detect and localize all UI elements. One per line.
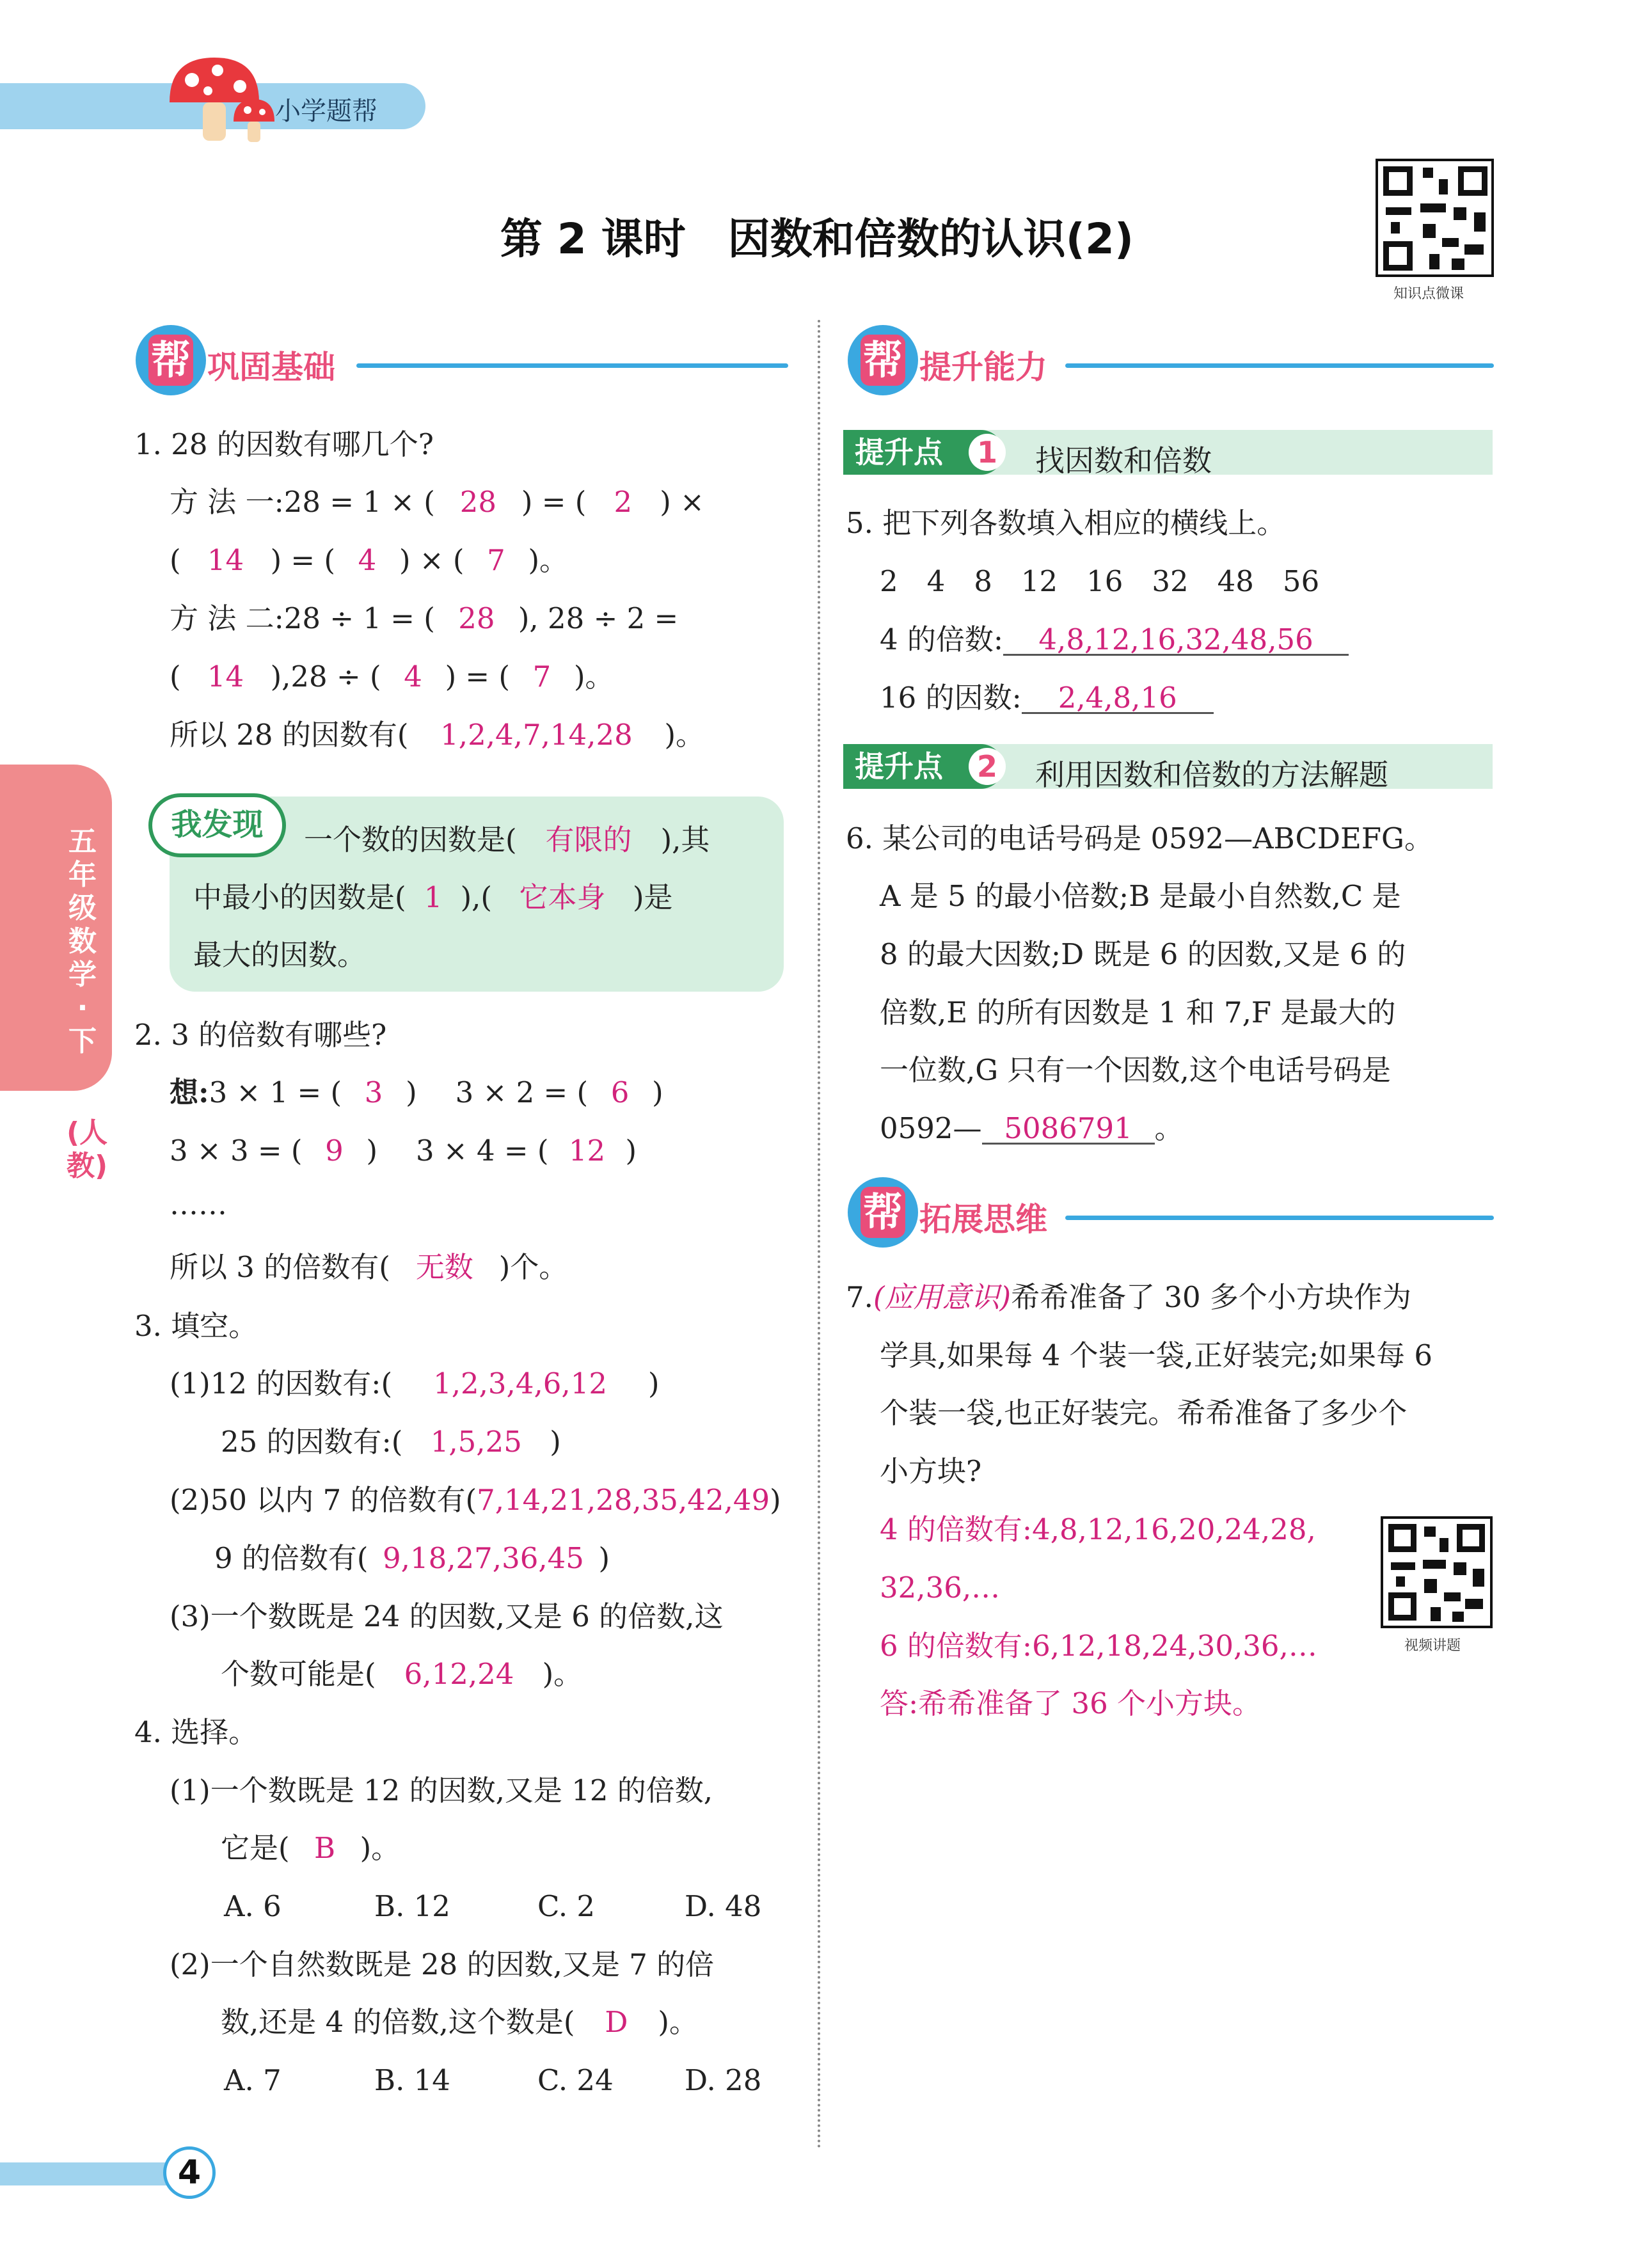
q6-line3: 8 的最大因数;D 既是 6 的因数,又是 6 的 bbox=[880, 937, 1406, 971]
q6-line4: 倍数,E 的所有因数是 1 和 7,F 是最大的 bbox=[880, 995, 1396, 1029]
q5-multiples-line: 4 的倍数: 4,8,12,16,32,48,56 bbox=[880, 625, 1349, 656]
answer: B bbox=[314, 1831, 336, 1865]
q4-sub1-option-b: B. 12 bbox=[374, 1889, 450, 1923]
q2-conclusion: 所以 3 的倍数有( 无数 )个。 bbox=[170, 1250, 568, 1284]
q1-method2-line2: ( 14 ),28 ÷ ( 4 ) = ( 7 )。 bbox=[170, 660, 614, 694]
q4-sub1-line1: (1)一个数既是 12 的因数,又是 12 的倍数, bbox=[170, 1773, 713, 1807]
answer: 4 bbox=[358, 543, 377, 577]
brand-name: 小学题帮 bbox=[275, 97, 377, 126]
answer: 9 bbox=[325, 1134, 344, 1168]
q7-line2: 学具,如果每 4 个装一袋,正好装完;如果每 6 bbox=[880, 1338, 1432, 1372]
q7-line4: 小方块? bbox=[880, 1454, 982, 1488]
bang-icon: 帮 bbox=[136, 325, 206, 395]
q4-sub2-line1: (2)一个自然数既是 28 的因数,又是 7 的倍 bbox=[170, 1947, 715, 1981]
q3-part3-line2: 个数可能是( 6,12,24 )。 bbox=[221, 1657, 583, 1691]
qr-caption: 视频讲题 bbox=[1404, 1638, 1461, 1654]
page-number: 4 bbox=[163, 2146, 216, 2199]
answer: 14 bbox=[207, 660, 244, 694]
q1-method2-line1: 方 法 二:28 ÷ 1 = ( 28 ), 28 ÷ 2 = bbox=[170, 601, 679, 635]
answer: 1,2,3,4,6,12 bbox=[433, 1367, 607, 1400]
answer: 无数 bbox=[415, 1250, 473, 1284]
section-title: 提升能力 bbox=[919, 349, 1047, 386]
q7-tag: (应用意识) bbox=[873, 1280, 1011, 1314]
q5-stem: 5. 把下列各数填入相应的横线上。 bbox=[846, 506, 1286, 540]
answer: 1,5,25 bbox=[430, 1425, 522, 1459]
q5-factors-line: 16 的因数: 2,4,8,16 bbox=[880, 683, 1214, 714]
answer: 9,18,27,36,45 bbox=[383, 1541, 584, 1575]
q7-answer-line1: 4 的倍数有:4,8,12,16,20,24,28, bbox=[880, 1512, 1316, 1546]
q1-method1-line1: 方 法 一:28 = 1 × ( 28 ) = ( 2 ) × bbox=[170, 485, 704, 519]
answer: 6,12,24 bbox=[404, 1657, 514, 1691]
q2-think-line1: 想:3 × 1 = ( 3 ) 3 × 2 = ( 6 ) bbox=[170, 1075, 663, 1109]
q6-line2: A 是 5 的最小倍数;B 是最小自然数,C 是 bbox=[880, 879, 1401, 913]
point-number: 1 bbox=[969, 434, 1006, 471]
answer: 2 bbox=[614, 485, 633, 519]
section-rule bbox=[1065, 363, 1494, 368]
q1-method1-line2: ( 14 ) = ( 4 ) × ( 7 )。 bbox=[170, 543, 568, 577]
point-number: 2 bbox=[969, 748, 1006, 785]
q5-numbers: 2 4 8 12 16 32 48 56 bbox=[880, 564, 1320, 598]
q4-sub2-option-c: C. 24 bbox=[537, 2063, 614, 2097]
point-bar-1 bbox=[843, 430, 1493, 478]
q2-stem: 2. 3 的倍数有哪些? bbox=[134, 1018, 387, 1052]
answer: 1,2,4,7,14,28 bbox=[440, 718, 633, 752]
answer: 5086791 bbox=[1004, 1111, 1132, 1145]
q2-ellipsis: …… bbox=[170, 1187, 227, 1221]
q3-part3-line1: (3)一个数既是 24 的因数,又是 6 的倍数,这 bbox=[170, 1599, 724, 1633]
q3-stem: 3. 填空。 bbox=[134, 1309, 258, 1343]
answer: 28 bbox=[458, 601, 495, 635]
q4-sub2-option-a: A. 7 bbox=[224, 2063, 282, 2097]
q7-line1: 7.(应用意识)希希准备了 30 多个小方块作为 bbox=[846, 1280, 1411, 1314]
section-heading-improve bbox=[848, 325, 1494, 395]
answer: 12 bbox=[568, 1134, 606, 1168]
answer: 6 bbox=[610, 1075, 630, 1109]
section-rule bbox=[356, 363, 788, 368]
q7-answer-line4: 答:希希准备了 36 个小方块。 bbox=[880, 1686, 1262, 1720]
q6-line5: 一位数,G 只有一个因数,这个电话号码是 bbox=[880, 1053, 1391, 1087]
answer: 14 bbox=[207, 543, 244, 577]
answer: 3 bbox=[364, 1075, 383, 1109]
column-divider bbox=[818, 320, 820, 2150]
discovery-line2: 中最小的因数是( 1 ),( 它本身 )是 bbox=[193, 880, 673, 914]
q4-sub1-option-d: D. 48 bbox=[685, 1889, 762, 1923]
q3-part1a: (1)12 的因数有:( 1,2,3,4,6,12 ) bbox=[170, 1367, 660, 1400]
answer: 28 bbox=[459, 485, 496, 519]
q3-part1b: 25 的因数有:( 1,5,25 ) bbox=[221, 1425, 561, 1459]
q6-line1: 6. 某公司的电话号码是 0592—ABCDEFG。 bbox=[846, 821, 1433, 855]
discovery-badge: 我发现 bbox=[148, 793, 286, 857]
point-label: 提升点 bbox=[843, 430, 1003, 475]
point-label: 提升点 bbox=[843, 744, 1003, 789]
bang-icon: 帮 bbox=[848, 325, 918, 395]
section-heading-basics bbox=[136, 325, 788, 395]
qr-code-micro-lesson[interactable] bbox=[1376, 159, 1494, 277]
q2-think-line2: 3 × 3 = ( 9 ) 3 × 4 = ( 12 ) bbox=[170, 1134, 637, 1168]
q4-sub2-option-d: D. 28 bbox=[685, 2063, 762, 2097]
answer: 7,14,21,28,35,42,49 bbox=[477, 1483, 770, 1517]
discovery-line1: 一个数的因数是( 有限的 ),其 bbox=[304, 823, 710, 857]
qr-code-video[interactable] bbox=[1381, 1516, 1493, 1628]
answer: 7 bbox=[487, 543, 505, 577]
q7-answer-line2: 32,36,… bbox=[880, 1571, 1001, 1605]
page-title: 第 2 课时 因数和倍数的认识(2) bbox=[500, 214, 1134, 264]
q4-sub2-line2: 数,还是 4 的倍数,这个数是( D )。 bbox=[221, 2005, 698, 2039]
discovery-line3: 最大的因数。 bbox=[193, 938, 367, 972]
answer: 7 bbox=[532, 660, 551, 694]
answer: 4,8,12,16,32,48,56 bbox=[1038, 623, 1313, 656]
answer: 4 bbox=[404, 660, 422, 694]
q4-sub1-option-c: C. 2 bbox=[537, 1889, 596, 1923]
answer: 2,4,8,16 bbox=[1058, 681, 1177, 715]
q6-line6: 0592— 5086791 。 bbox=[880, 1111, 1184, 1145]
q4-sub1-option-a: A. 6 bbox=[224, 1889, 282, 1923]
q3-part2a: (2)50 以内 7 的倍数有(7,14,21,28,35,42,49) bbox=[170, 1483, 781, 1517]
point-text: 找因数和倍数 bbox=[1035, 443, 1212, 478]
q4-stem: 4. 选择。 bbox=[134, 1715, 258, 1749]
q1-stem: 1. 28 的因数有哪几个? bbox=[134, 427, 434, 461]
answer: 它本身 bbox=[519, 880, 606, 914]
answer: 有限的 bbox=[545, 823, 632, 857]
section-title: 拓展思维 bbox=[919, 1201, 1047, 1238]
bang-icon: 帮 bbox=[848, 1177, 918, 1248]
answer: 1 bbox=[424, 880, 443, 914]
qr-caption: 知识点微课 bbox=[1393, 286, 1464, 302]
q3-part2b: 9 的倍数有( 9,18,27,36,45 ) bbox=[214, 1541, 610, 1575]
edition-label: (人教) bbox=[67, 1116, 108, 1182]
q4-sub1-line2: 它是( B )。 bbox=[221, 1831, 401, 1865]
section-rule bbox=[1065, 1216, 1494, 1220]
point-text: 利用因数和倍数的方法解题 bbox=[1035, 757, 1388, 792]
q7-answer-line3: 6 的倍数有:6,12,18,24,30,36,… bbox=[880, 1629, 1317, 1663]
point-bar-2 bbox=[843, 744, 1493, 792]
q7-line3: 个装一袋,也正好装完。希希准备了多少个 bbox=[880, 1396, 1408, 1430]
section-heading-extend bbox=[848, 1177, 1494, 1248]
grade-label: 五年级数学·下 bbox=[68, 825, 97, 1058]
q1-conclusion: 所以 28 的因数有( 1,2,4,7,14,28 )。 bbox=[170, 718, 704, 752]
answer: D bbox=[605, 2005, 628, 2039]
mushroom-logo-icon bbox=[163, 51, 278, 147]
section-title: 巩固基础 bbox=[207, 349, 335, 386]
q4-sub2-option-b: B. 14 bbox=[374, 2063, 450, 2097]
